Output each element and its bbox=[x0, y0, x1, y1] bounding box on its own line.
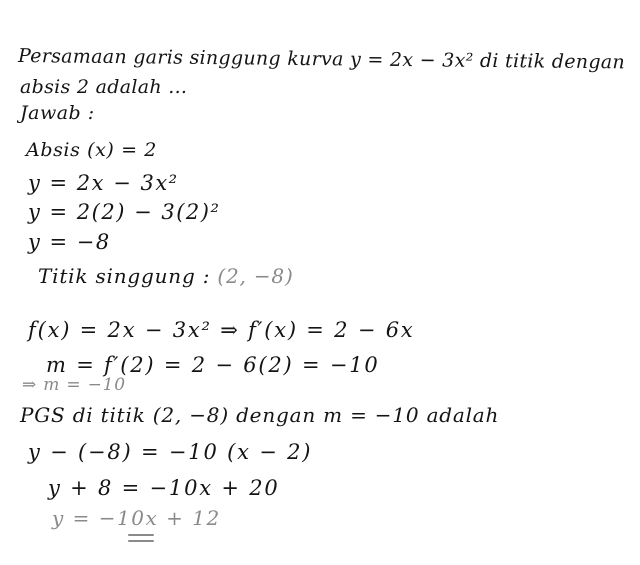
tangent-point-value: (2, −8) bbox=[217, 264, 294, 288]
absis-statement: Absis (x) = 2 bbox=[26, 139, 157, 161]
tangent-line-heading: PGS di titik (2, −8) dengan m = −10 adalah bbox=[20, 403, 500, 427]
question-line-2: absis 2 adalah ... bbox=[20, 76, 188, 98]
gradient-step: m = f′(2) = 2 − 6(2) = −10 bbox=[46, 353, 380, 377]
substitution-step: y = 2(2) − 3(2)² bbox=[28, 200, 221, 224]
y-value-result: y = −8 bbox=[28, 230, 111, 254]
tangent-point-line bbox=[38, 266, 294, 286]
derivative-step: f(x) = 2x − 3x² ⇒ f′(x) = 2 − 6x bbox=[28, 318, 415, 342]
final-answer-double-underline bbox=[128, 533, 154, 543]
tangent-point-label: Titik singgung : bbox=[38, 264, 218, 288]
answer-heading: Jawab : bbox=[20, 102, 95, 124]
tangent-line-step-2: y + 8 = −10x + 20 bbox=[48, 476, 280, 500]
tangent-line-step-1: y − (−8) = −10 (x − 2) bbox=[28, 440, 313, 464]
curve-equation: y = 2x − 3x² bbox=[28, 171, 179, 195]
gradient-result: ⇒ m = −10 bbox=[22, 375, 126, 395]
question-line-1: Persamaan garis singgung kurva y = 2x − 3x² di titik dengan bbox=[17, 45, 626, 74]
final-answer: y = −10x + 12 bbox=[52, 506, 221, 530]
